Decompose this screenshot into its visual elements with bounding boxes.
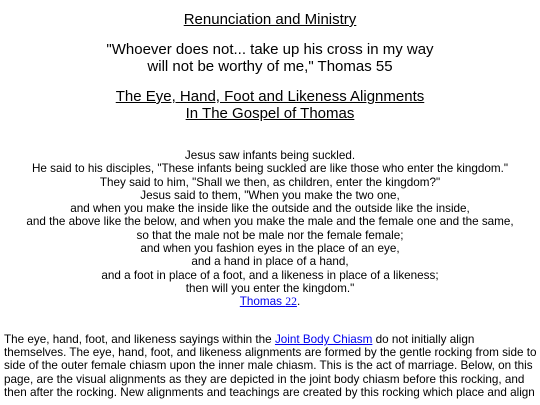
body-line <box>4 333 538 346</box>
subtitle-line-2: In The Gospel of Thomas <box>185 105 355 122</box>
quote-line-1: "Whoever does not... take up his cross in my way <box>106 41 434 58</box>
body-line: side of the outer female chiasm upon the inner male chiasm. This is the act of marriage. Below, on this <box>4 359 533 373</box>
body-text-before-link: The eye, hand, foot, and likeness sayings within the <box>4 333 275 346</box>
reference-number: 22 <box>285 295 297 309</box>
reference-period: . <box>296 295 301 309</box>
reference-label: Thomas <box>239 295 286 309</box>
saying-line: and when you make the inside like the outside and the outside like the inside, <box>70 202 470 216</box>
saying-line: Jesus said to them, "When you make the two one, <box>140 188 400 202</box>
saying-line: They said to him, "Shall we then, as children, enter the kingdom?" <box>99 175 441 189</box>
body-paragraph <box>4 333 538 399</box>
reference-line <box>0 295 540 308</box>
body-line: themselves. The eye, hand, foot, and likeness alignments are formed by the gentle rocking from side to <box>4 346 537 360</box>
saying-line: He said to his disciples, "These infants being suckled are like those who enter the kingdom." <box>31 162 509 176</box>
thomas-22-link[interactable] <box>240 295 297 308</box>
subtitle-line-1: The Eye, Hand, Foot and Likeness Alignments <box>115 88 425 105</box>
saying-line: then will you enter the kingdom." <box>185 281 355 295</box>
saying-line: and when you fashion eyes in the place of an eye, <box>140 242 400 256</box>
thomas-22-saying <box>0 149 540 309</box>
saying-line: and a hand in place of a hand, <box>191 255 349 269</box>
joint-body-chiasm-link[interactable]: Joint Body Chiasm <box>274 333 373 346</box>
saying-line: so that the male not be male nor the female female; <box>136 228 404 242</box>
saying-line: and the above like the below, and when you make the male and the female one and the same, <box>26 215 514 229</box>
body-line: page, are the visual alignments as they are depicted in the joint body chiasm before this rocking, and <box>4 372 525 386</box>
body-line: then after the rocking. New alignments and teachings are created by this rocking which place and align <box>4 385 535 399</box>
body-text-after-link: do not initially align <box>372 333 475 346</box>
quote-line-2: will not be worthy of me," Thomas 55 <box>147 58 393 75</box>
section-title: Renunciation and Ministry <box>183 11 357 28</box>
saying-line: and a foot in place of a foot, and a likeness in place of a likeness; <box>101 268 439 282</box>
saying-line: Jesus saw infants being suckled. <box>184 149 356 162</box>
